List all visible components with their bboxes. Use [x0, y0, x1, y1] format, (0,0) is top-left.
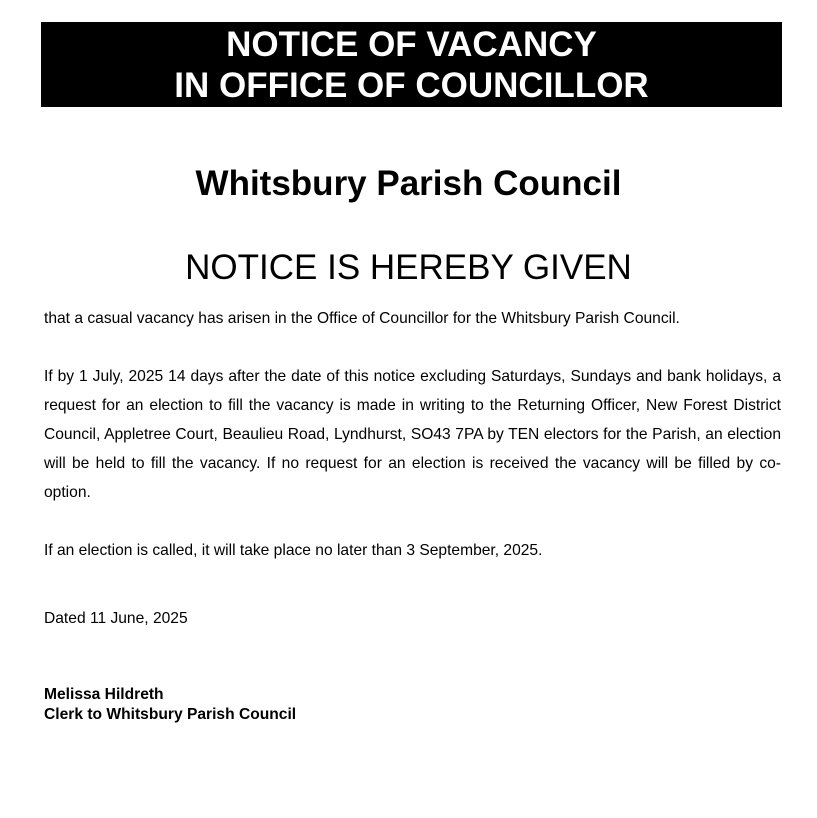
signature-block — [44, 685, 296, 725]
banner-title-line-1: NOTICE OF VACANCY — [226, 25, 597, 64]
banner-title-line-2: IN OFFICE OF COUNCILLOR — [174, 66, 649, 105]
intro-paragraph: that a casual vacancy has arisen in the Office of Councillor for the Whitsbury Parish Council. — [44, 310, 680, 327]
dated-line: Dated 11 June, 2025 — [44, 610, 188, 627]
council-name-heading: Whitsbury Parish Council — [195, 164, 622, 203]
notice-banner — [41, 22, 782, 107]
signatory-title: Clerk to Whitsbury Parish Council — [44, 706, 297, 723]
conditions-paragraph: If by 1 July, 2025 14 days after the date of this notice excluding Saturdays, Sundays and bank holidays, a request for an election to fill the vacancy is made in writing to the Returning Officer, New Forest District Council, Appletree Court, Beaulieu Road, Lyndhurst, SO43 7PA by TEN electors for the Parish, an election will be held to fill the vacancy. If no request for an election is received the vacancy will be filled by co-option. — [44, 368, 781, 501]
notice-given-heading: NOTICE IS HEREBY GIVEN — [185, 248, 632, 287]
election-date-paragraph: If an election is called, it will take place no later than 3 September, 2025. — [44, 542, 543, 559]
signatory-name: Melissa Hildreth — [44, 686, 164, 703]
